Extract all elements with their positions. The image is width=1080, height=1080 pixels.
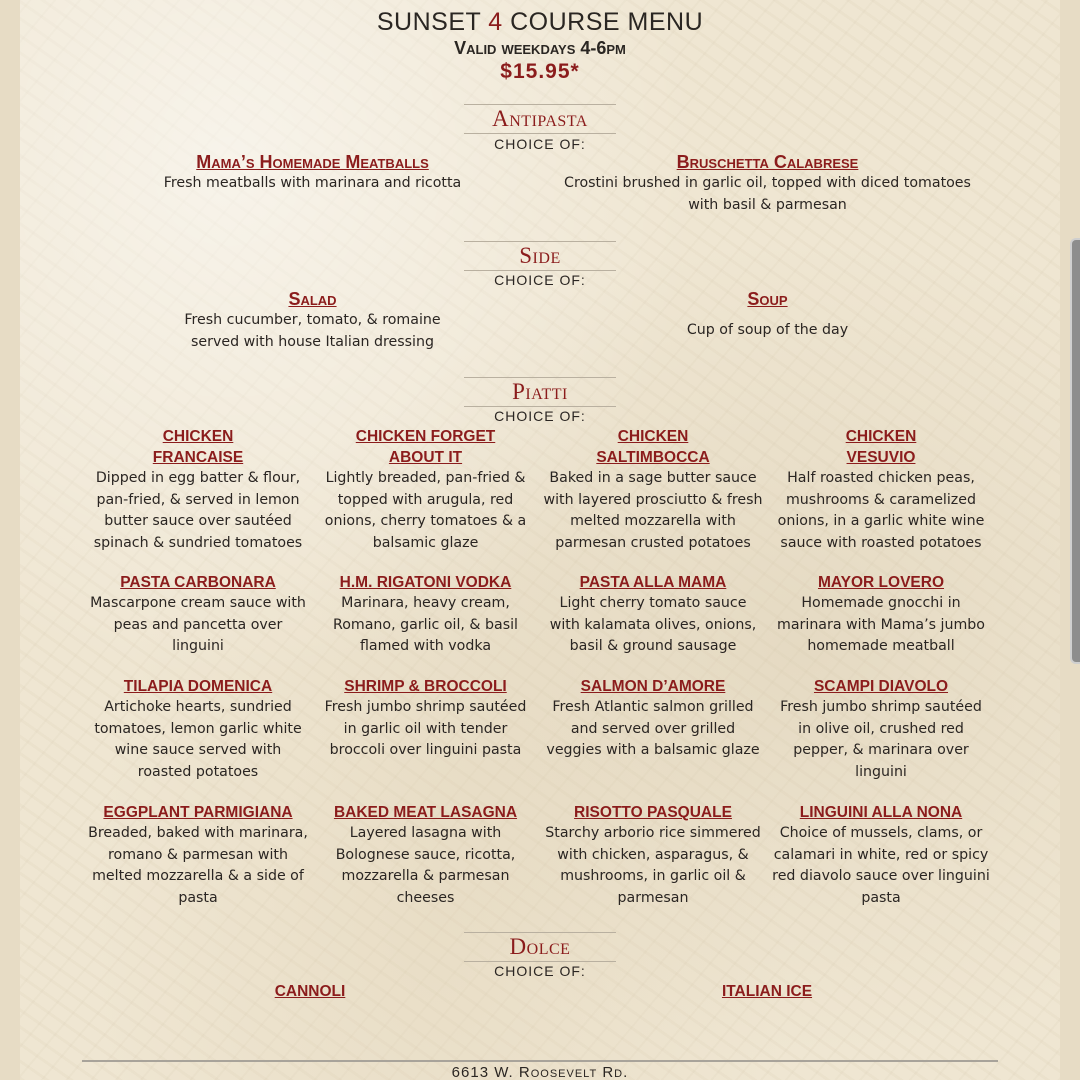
item-name[interactable]: H.M. RIGATONI VODKA <box>339 574 512 591</box>
section-piatti-heading: Piatti <box>464 377 616 407</box>
footer-divider <box>82 1060 998 1062</box>
item-name[interactable]: CHICKEN SALTIMBOCCA <box>596 428 710 466</box>
item-name[interactable]: TILAPIA DOMENICA <box>123 678 273 695</box>
scrollbar-thumb[interactable] <box>1070 238 1080 664</box>
side-item <box>180 289 445 353</box>
piatti-item <box>772 426 990 554</box>
dolce-item <box>667 981 867 1002</box>
side-item <box>640 289 895 342</box>
section-dolce-choice: CHOICE OF: <box>494 963 586 979</box>
item-name[interactable]: SHRIMP & BROCCOLI <box>344 678 507 695</box>
item-name[interactable]: Salad <box>288 289 337 309</box>
item-name[interactable]: Soup <box>747 289 788 309</box>
menu-title <box>240 8 840 37</box>
item-description: Breaded, baked with marinara, romano & parmesan with melted mozzarella & a side of pasta <box>88 825 308 906</box>
item-name[interactable]: SALMON D’AMORE <box>580 678 726 695</box>
footer-address: 6613 W. Roosevelt Rd. <box>451 1064 629 1080</box>
valid-hours: Valid weekdays 4-6pm <box>454 38 626 58</box>
item-name[interactable]: RISOTTO PASQUALE <box>574 804 732 821</box>
item-description: Fresh Atlantic salmon grilled and served over grilled veggies with a balsamic glaze <box>546 699 760 758</box>
item-description: Layered lasagna with Bolognese sauce, ricotta, mozzarella & parmesan cheeses <box>335 825 516 906</box>
piatti-item <box>88 426 308 554</box>
item-description: Lightly breaded, pan-fried & topped with arugula, red onions, cherry tomatoes & a balsamic glaze <box>324 470 527 551</box>
item-description: Half roasted chicken peas, mushrooms & caramelized onions, in a garlic white wine sauce with roasted potatoes <box>777 470 985 551</box>
section-dolce-heading: Dolce <box>464 932 616 962</box>
piatti-item <box>318 426 533 554</box>
item-description: Fresh jumbo shrimp sautéed in olive oil, crushed red pepper, & marinara over linguini <box>780 699 982 780</box>
item-description: Crostini brushed in garlic oil, topped with diced tomatoes with basil & parmesan <box>564 175 971 213</box>
item-description: Mascarpone cream sauce with peas and pancetta over linguini <box>90 595 306 654</box>
piatti-item <box>772 572 990 658</box>
item-name[interactable]: Mama’s Homemade Meatballs <box>196 152 429 172</box>
item-description: Dipped in egg batter & flour, pan-fried, & served in lemon butter sauce over sautéed spinach & sundried tomatoes <box>93 470 303 551</box>
menu-title-prefix: SUNSET <box>376 8 489 36</box>
item-description: Starchy arborio rice simmered with chicken, asparagus, & mushrooms, in garlic oil & parmesan <box>545 825 761 906</box>
item-name[interactable]: PASTA ALLA MAMA <box>579 574 727 591</box>
item-name[interactable]: MAYOR LOVERO <box>817 574 945 591</box>
piatti-item <box>543 676 763 762</box>
piatti-item <box>772 802 990 909</box>
item-name[interactable]: PASTA CARBONARA <box>120 574 276 591</box>
piatti-item <box>772 676 990 783</box>
item-description: Fresh meatballs with marinara and ricotta <box>163 175 462 191</box>
piatti-item <box>88 676 308 783</box>
item-name[interactable]: CHICKEN VESUVIO <box>845 428 917 466</box>
dolce-item <box>210 981 410 1002</box>
item-name[interactable]: LINGUINI ALLA NONA <box>799 804 963 821</box>
item-name[interactable]: CHICKEN FORGET ABOUT IT <box>355 428 496 466</box>
item-description: Homemade gnocchi in marinara with Mama’s jumbo homemade meatball <box>777 595 985 654</box>
menu-title-suffix: COURSE MENU <box>502 8 704 36</box>
menu-title-number: 4 <box>488 8 503 36</box>
piatti-item <box>88 802 308 909</box>
section-antipasta-heading: Antipasta <box>464 104 616 134</box>
left-margin <box>0 0 20 1080</box>
section-side-choice: CHOICE OF: <box>494 272 586 288</box>
antipasta-item <box>540 152 995 216</box>
item-description: Choice of mussels, clams, or calamari in white, red or spicy red diavolo sauce over linguini pasta <box>772 825 990 906</box>
piatti-item <box>543 802 763 909</box>
item-name[interactable]: SCAMPI DIAVOLO <box>813 678 949 695</box>
item-description: Cup of soup of the day <box>686 322 849 338</box>
item-name[interactable]: EGGPLANT PARMIGIANA <box>103 804 293 821</box>
piatti-item <box>543 572 763 658</box>
item-description: Fresh jumbo shrimp sautéed in garlic oil with tender broccoli over linguini pasta <box>324 699 527 758</box>
item-name[interactable]: BAKED MEAT LASAGNA <box>333 804 518 821</box>
item-name[interactable]: CANNOLI <box>274 983 346 1000</box>
piatti-item <box>318 676 533 762</box>
item-name[interactable]: Bruschetta Calabrese <box>676 152 859 172</box>
item-description: Artichoke hearts, sundried tomatoes, lemon garlic white wine sauce served with roasted potatoes <box>94 699 302 780</box>
piatti-item <box>318 572 533 658</box>
section-side-heading: Side <box>464 241 616 271</box>
item-description: Light cherry tomato sauce with kalamata olives, onions, basil & ground sausage <box>549 595 757 654</box>
item-description: Baked in a sage butter sauce with layered prosciutto & fresh melted mozzarella with parmesan crusted potatoes <box>543 470 763 551</box>
item-name[interactable]: ITALIAN ICE <box>721 983 813 1000</box>
piatti-item <box>318 802 533 909</box>
antipasta-item <box>150 152 475 195</box>
item-name[interactable]: CHICKEN FRANCAISE <box>152 428 244 466</box>
piatti-item <box>543 426 763 554</box>
item-description: Fresh cucumber, tomato, & romaine served with house Italian dressing <box>184 312 441 350</box>
menu-price: $15.95* <box>500 60 580 83</box>
item-description: Marinara, heavy cream, Romano, garlic oil, & basil flamed with vodka <box>333 595 518 654</box>
section-antipasta-choice: CHOICE OF: <box>494 136 586 152</box>
piatti-item <box>88 572 308 658</box>
section-piatti-choice: CHOICE OF: <box>494 408 586 424</box>
